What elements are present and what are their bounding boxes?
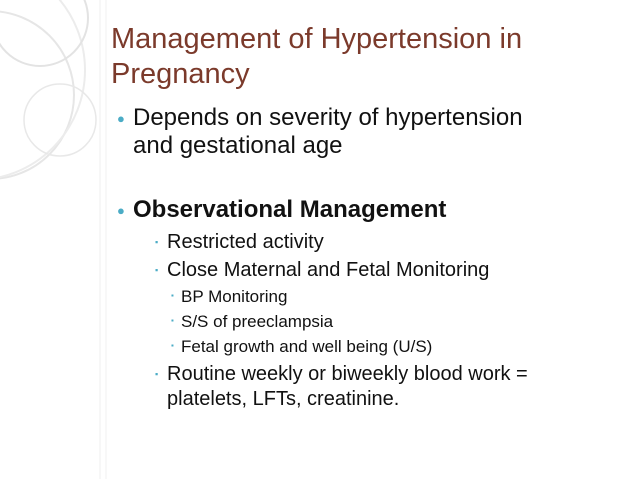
sub-sub-bullet-icon: ▪ (171, 341, 174, 350)
sub-bullet-icon: ▪ (155, 237, 159, 247)
bullet-2-text: Observational Management (133, 196, 447, 223)
sub-bullet-3-text-line2: platelets, LFTs, creatinine. (167, 388, 400, 410)
bullet-1-text-line2: and gestational age (133, 132, 343, 159)
slide-title: Management of Hypertension in Pregnancy (111, 23, 523, 90)
sub-bullet-1-text: Restricted activity (167, 231, 324, 253)
sub-bullet-icon: ▪ (155, 369, 159, 379)
sub-sub-bullet-2-text: S/S of preeclampsia (181, 312, 334, 331)
sub-sub-bullet-1-text: BP Monitoring (181, 287, 288, 306)
sub-bullet-2-text: Close Maternal and Fetal Monitoring (167, 259, 490, 281)
sub-sub-bullet-3-text: Fetal growth and well being (U/S) (181, 337, 433, 356)
sub-sub-bullet-icon: ▪ (171, 316, 174, 325)
sub-bullet-3-text-line1: Routine weekly or biweekly blood work = (167, 363, 528, 385)
sub-bullet-icon: ▪ (155, 265, 159, 275)
bullet-1-text-line1: Depends on severity of hypertension (133, 104, 523, 131)
bullet-icon: ● (117, 111, 125, 126)
sub-sub-bullet-icon: ▪ (171, 291, 174, 300)
bullet-icon: ● (117, 203, 125, 218)
